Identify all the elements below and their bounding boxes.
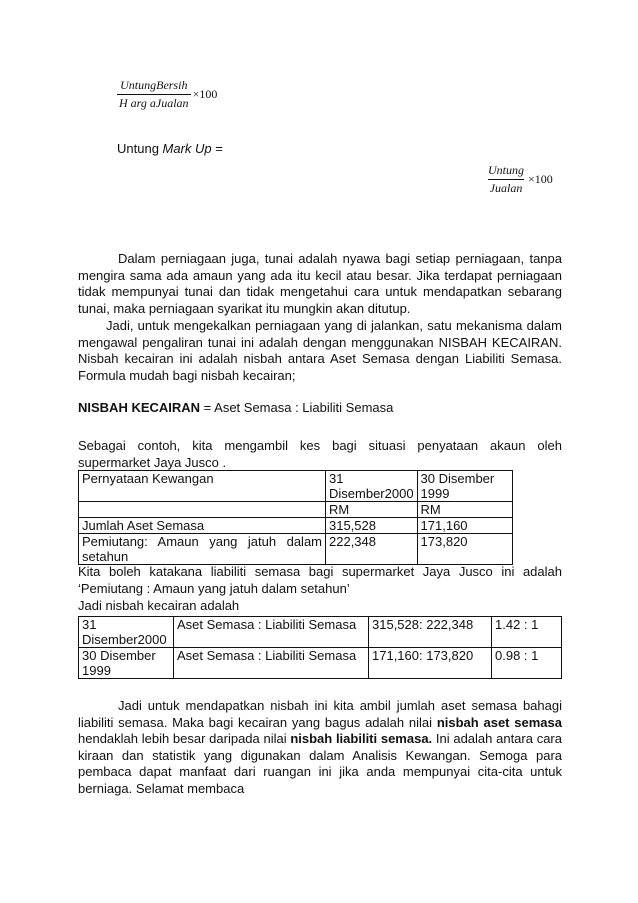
table-row <box>79 648 562 679</box>
formula-multiplier: ×100 <box>192 87 218 101</box>
table-cell: Pernyataan Kewangan <box>79 471 326 502</box>
table-header-row <box>79 471 513 502</box>
formula-denominator: Jualan <box>489 181 523 195</box>
table-cell: 1.42 : 1 <box>492 617 562 648</box>
table-cell: 171,160 <box>417 518 512 534</box>
paragraph-liability-note: Kita boleh katakana liabiliti semasa bagi supermarket Jaya Jusco ini adalah ‘Pemiutang : Amaun yang jatuh dalam setahun’ <box>78 564 562 596</box>
paragraph-cash-importance: Dalam perniagaan juga, tunai adalah nyawa bagi setiap perniagaan, tanpa mengira sama ada amaun yang ada itu kecil atau besar. Jika terdapat perniagaan tidak mempunyai tunai dan tidak mengetahui cara untuk mendapatkan sebarang tunai, maka perniagaan syarikat itu mungkin akan ditutup. <box>78 251 562 316</box>
table-cell: 173,820 <box>417 534 512 565</box>
paragraph-ratio-intro: Jadi nisbah kecairan adalah <box>78 598 240 613</box>
table-cell: RM <box>326 502 418 518</box>
table-cell: 222,348 <box>326 534 418 565</box>
table-cell: RM <box>417 502 512 518</box>
table-cell: 30 Disember 1999 <box>79 648 174 679</box>
table-cell: Aset Semasa : Liabiliti Semasa <box>174 648 369 679</box>
liquidity-ratio-table <box>78 616 562 679</box>
formula-numerator: Untung <box>488 163 524 177</box>
markup-formula <box>486 163 553 196</box>
table-cell: 315,528 <box>326 518 418 534</box>
markup-label: Untung Mark Up = <box>117 141 223 156</box>
table-row <box>79 534 513 565</box>
table-cell: 0.98 : 1 <box>492 648 562 679</box>
table-cell: 315,528: 222,348 <box>369 617 492 648</box>
profit-margin-formula <box>117 78 217 111</box>
ratio-heading: NISBAH KECAIRAN = Aset Semasa : Liabiliti Semasa <box>78 400 394 415</box>
financial-statement-table <box>78 470 513 565</box>
table-cell: Aset Semasa : Liabiliti Semasa <box>174 617 369 648</box>
table-cell: 171,160: 173,820 <box>369 648 492 679</box>
table-cell: 31 Disember2000 <box>326 471 418 502</box>
formula-denominator: H arg aJualan <box>119 96 189 110</box>
table-cell: Jumlah Aset Semasa <box>79 518 326 534</box>
table-row <box>79 617 562 648</box>
paragraph-conclusion: Jadi untuk mendapatkan nisbah ini kita ambil jumlah aset semasa bahagi liabiliti semasa. Maka bagi kecairan yang bagus adalah nilai nisbah aset semasa hendaklah lebih besar daripada nilai nisbah liabiliti semasa. Ini adalah antara cara kiraan dan statistik yang digunakan dalam Analisis Kewangan. Semoga para pembaca dapat manfaat dari ruangan ini jika anda mempunyai cita-cita untuk berniaga. Selamat membaca <box>78 698 562 796</box>
table-cell: Pemiutang: Amaun yang jatuh dalam setahun <box>79 534 326 565</box>
table-cell: 30 Disember 1999 <box>417 471 512 502</box>
formula-multiplier: ×100 <box>528 172 553 186</box>
table-cell: 31 Disember2000 <box>79 617 174 648</box>
table-row <box>79 502 513 518</box>
paragraph-liquidity-ratio: Jadi, untuk mengekalkan perniagaan yang di jalankan, satu mekanisma dalam mengawal pengaliran tunai ini adalah dengan menggunakan NISBAH KECAIRAN. Nisbah kecairan ini adalah nisbah antara Aset Semasa dengan Liabiliti Semasa. Formula mudah bagi nisbah kecairan; <box>78 318 562 383</box>
table-row <box>79 518 513 534</box>
table-cell <box>79 502 326 518</box>
paragraph-example-intro: Sebagai contoh, kita mengambil kes bagi situasi penyataan akaun oleh supermarket Jaya Jusco . <box>78 438 562 470</box>
formula-numerator: UntungBersih <box>120 78 188 92</box>
